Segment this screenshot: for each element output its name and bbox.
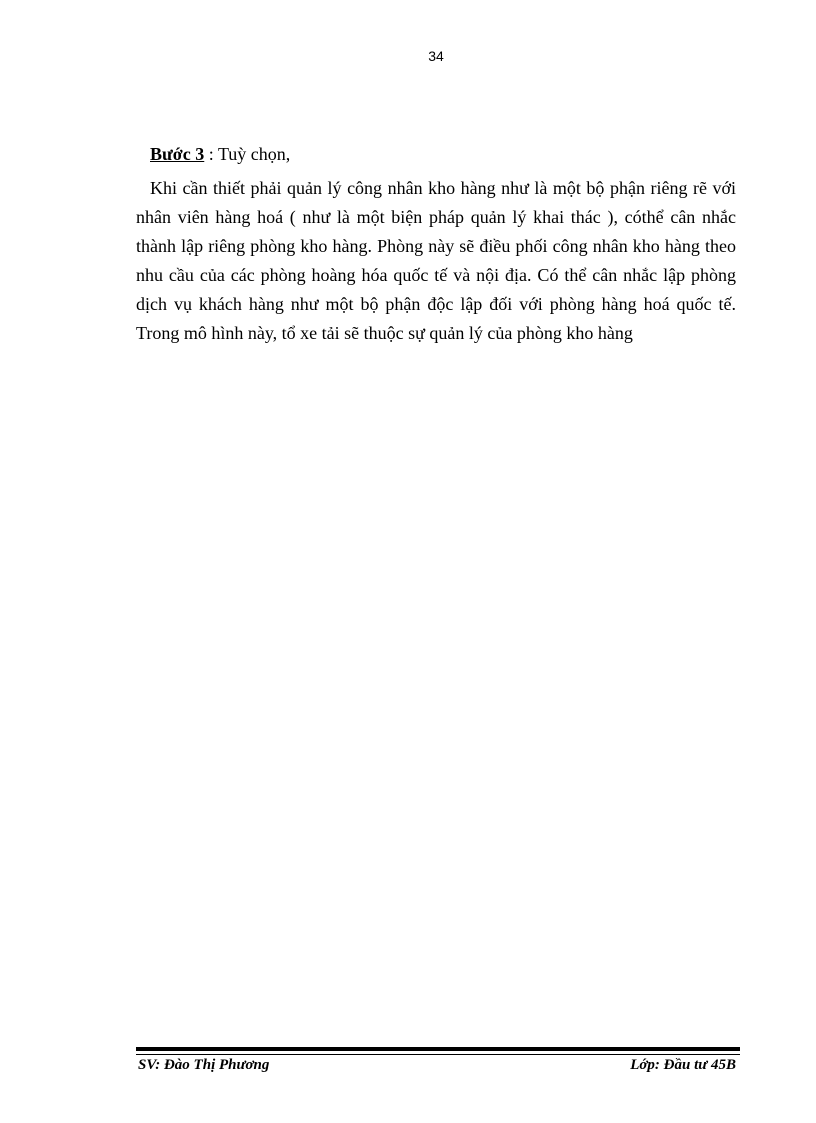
footer-divider [136, 1047, 740, 1051]
step-heading-label: Bước 3 [150, 144, 205, 164]
footer-class-name: Lớp: Đầu tư 45B [630, 1057, 736, 1073]
step-heading [150, 140, 736, 169]
body-paragraph: Khi cần thiết phải quản lý công nhân kho hàng như là một bộ phận riêng rẽ với nhân viên hàng hoá ( như là một biện pháp quản lý khai thác ), cóthể cân nhắc thành lập riêng phòng kho hàng. Phòng này sẽ điều phối công nhân kho hàng theo nhu cầu của các phòng hoàng hóa quốc tế và nội địa. Có thể cân nhắc lập phòng dịch vụ khách hàng như một bộ phận độc lập đối với phòng hàng hoá quốc tế. Trong mô hình này, tổ xe tải sẽ thuộc sự quản lý của phòng kho hàng [136, 178, 736, 343]
main-content [136, 140, 736, 348]
page-number: 34 [428, 48, 444, 64]
footer-student-name: SV: Đào Thị Phương [138, 1057, 270, 1073]
step-heading-text: : Tuỳ chọn, [204, 144, 291, 164]
page-footer [138, 1057, 736, 1079]
